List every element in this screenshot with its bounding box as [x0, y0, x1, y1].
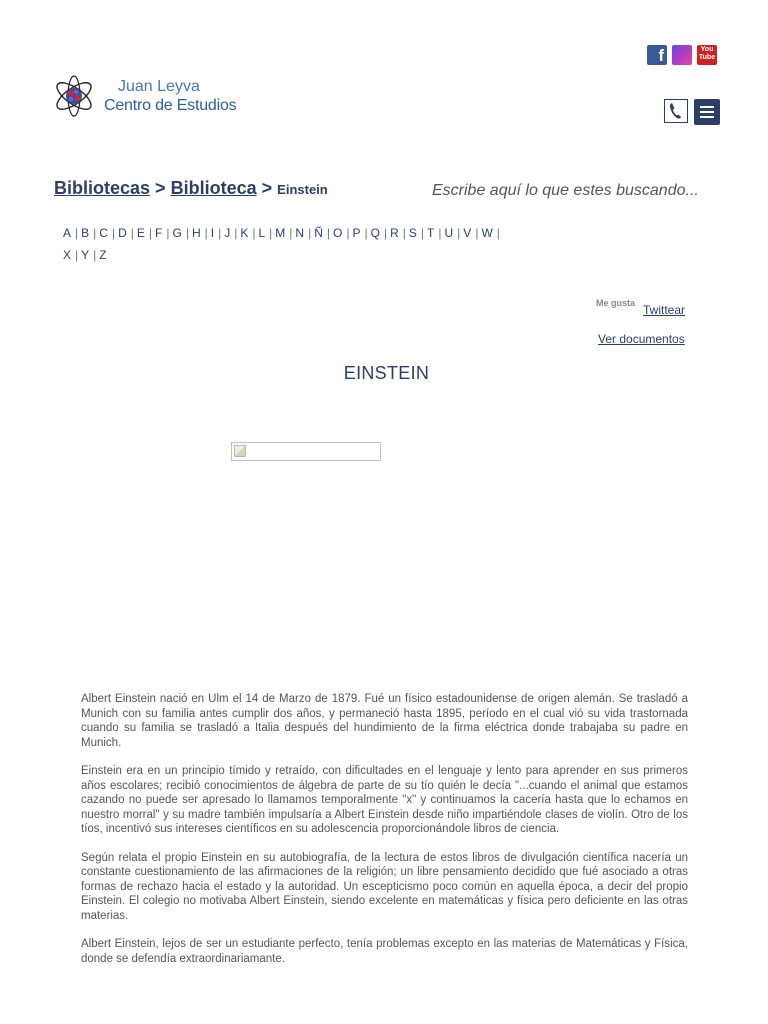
facebook-icon[interactable]: f — [647, 45, 667, 65]
search-input[interactable] — [432, 182, 722, 200]
letter-separator: | — [308, 226, 312, 240]
letter-link[interactable]: T — [427, 226, 435, 240]
breadcrumb-current: Einstein — [277, 182, 328, 197]
letter-link[interactable]: S — [408, 226, 417, 240]
letter-link[interactable]: M — [275, 226, 286, 240]
article-paragraph: Einstein era en un principio tímido y retraído, con dificultades en el lenguaje y lento para aprender en sus primeros años escolares; recibió conocimientos de álgebra de parte de su tío quién le decía "...cuando el animal que estamos cazando no puede ser apresado lo llamamos temporalmente "x" y continuamos la cacería hasta que lo echamos en nuestro morral" y su madre también impulsaría a Albert Einstein desde niño impartiéndole clases de violín. Otro de los tíos, incentivó sus intereses científicos en su adolescencia proporcionándole libros de ciencia. — [81, 765, 688, 835]
letter-separator: | — [364, 226, 368, 240]
letter-link[interactable]: R — [390, 226, 399, 240]
alphabet-nav — [60, 222, 740, 266]
letter-separator: | — [457, 226, 461, 240]
ver-documentos-link[interactable]: Ver documentos — [598, 332, 685, 346]
letter-link[interactable]: P — [352, 226, 361, 240]
letter-separator: | — [204, 226, 208, 240]
page-title: EINSTEIN — [343, 363, 430, 383]
letter-separator: | — [269, 226, 273, 240]
breadcrumb-biblioteca[interactable]: Biblioteca — [170, 178, 257, 198]
letter-separator: | — [475, 226, 479, 240]
letter-link[interactable]: F — [155, 226, 163, 240]
instagram-icon[interactable] — [672, 45, 692, 65]
letter-link[interactable]: I — [210, 226, 215, 240]
logo-name: Juan Leyva — [118, 78, 200, 95]
atom-logo-icon — [52, 68, 102, 124]
letter-separator: | — [234, 226, 238, 240]
broken-image-icon — [234, 445, 246, 457]
like-button[interactable]: Me gusta — [596, 298, 636, 308]
letter-link[interactable]: V — [463, 226, 472, 240]
broken-image — [231, 442, 381, 461]
letter-separator: | — [93, 248, 97, 262]
letter-separator: | — [289, 226, 293, 240]
letter-link[interactable]: K — [240, 226, 249, 240]
article-paragraph: Según relata el propio Einstein en su autobiografía, de la lectura de estos libros de divulgación científica nacería un constante cuestionamiento de las afirmaciones de la religión; un libre pensamiento decidido que fué asociado a otras formas de rechazo hacia el estado y la autoridad. Un escepticismo poco común en aquella época, a decir del propio Einstein. El colegio no motivaba Albert Einstein, siendo excelente en matemáticas y física pero deficiente en las otras materias. — [81, 851, 688, 922]
site-logo[interactable] — [52, 68, 252, 126]
logo-subtitle: Centro de Estudios — [104, 97, 237, 114]
letter-separator: | — [218, 226, 222, 240]
letter-link[interactable]: U — [444, 226, 454, 240]
letter-link[interactable]: L — [258, 226, 266, 240]
letter-separator: | — [75, 248, 79, 262]
letter-separator: | — [496, 226, 500, 240]
letter-separator: | — [420, 226, 425, 240]
letter-separator: | — [148, 226, 153, 240]
letter-separator: | — [166, 226, 170, 240]
letter-link[interactable]: O — [333, 226, 343, 240]
letter-link[interactable]: X — [63, 248, 72, 262]
letter-separator: | — [75, 226, 79, 240]
letter-separator: | — [252, 226, 256, 240]
menu-button[interactable] — [694, 99, 720, 125]
letter-link[interactable]: Y — [81, 248, 90, 262]
letter-link[interactable]: A — [63, 226, 72, 240]
letter-link[interactable]: N — [295, 226, 305, 240]
letter-separator: | — [402, 226, 406, 240]
letter-separator: | — [93, 226, 97, 240]
letter-link[interactable]: Z — [99, 248, 107, 262]
letter-link[interactable]: E — [136, 226, 145, 240]
letter-separator: | — [346, 226, 350, 240]
phone-icon — [665, 100, 686, 121]
article-paragraph: Albert Einstein nació en Ulm el 14 de Marzo de 1879. Fué un físico estadounidense de origen alemán. Se trasladó a Munich con su familia antes cumplir dos años, y permaneció hasta 1895, período en el cual vió su vida trastornada cuando su familia se trasladó a Italia después del hundimiento de la firma eléctrica donde trabajaba su padre en Munich. — [81, 693, 688, 749]
breadcrumb-separator: > — [155, 178, 166, 198]
breadcrumb — [54, 178, 328, 199]
letter-separator: | — [130, 226, 134, 240]
letter-link[interactable]: W — [481, 226, 493, 240]
article-body — [81, 692, 688, 980]
letter-separator: | — [111, 226, 116, 240]
letter-link[interactable]: G — [172, 226, 182, 240]
letter-separator: | — [185, 226, 189, 240]
breadcrumb-separator: > — [261, 178, 273, 198]
letter-link[interactable]: H — [191, 226, 201, 240]
letter-link[interactable]: C — [99, 226, 108, 240]
youtube-icon[interactable]: You Tube — [697, 45, 717, 65]
phone-button[interactable] — [664, 99, 688, 123]
hamburger-icon — [700, 106, 714, 108]
breadcrumb-bibliotecas[interactable]: Bibliotecas — [54, 178, 151, 198]
letter-link[interactable]: Ñ — [314, 226, 323, 240]
letter-separator: | — [326, 226, 331, 240]
twitter-share-link[interactable]: Twittear — [643, 303, 686, 317]
letter-separator: | — [383, 226, 388, 240]
article-paragraph: Albert Einstein, lejos de ser un estudiante perfecto, tenía problemas excepto en las materias de Matemáticas y Física, donde se defendía extraordinariamante. — [81, 938, 688, 965]
letter-link[interactable]: J — [224, 226, 231, 240]
letter-separator: | — [438, 226, 442, 240]
letter-link[interactable]: D — [118, 226, 127, 240]
letter-link[interactable]: Q — [370, 226, 380, 240]
letter-link[interactable]: B — [81, 226, 90, 240]
